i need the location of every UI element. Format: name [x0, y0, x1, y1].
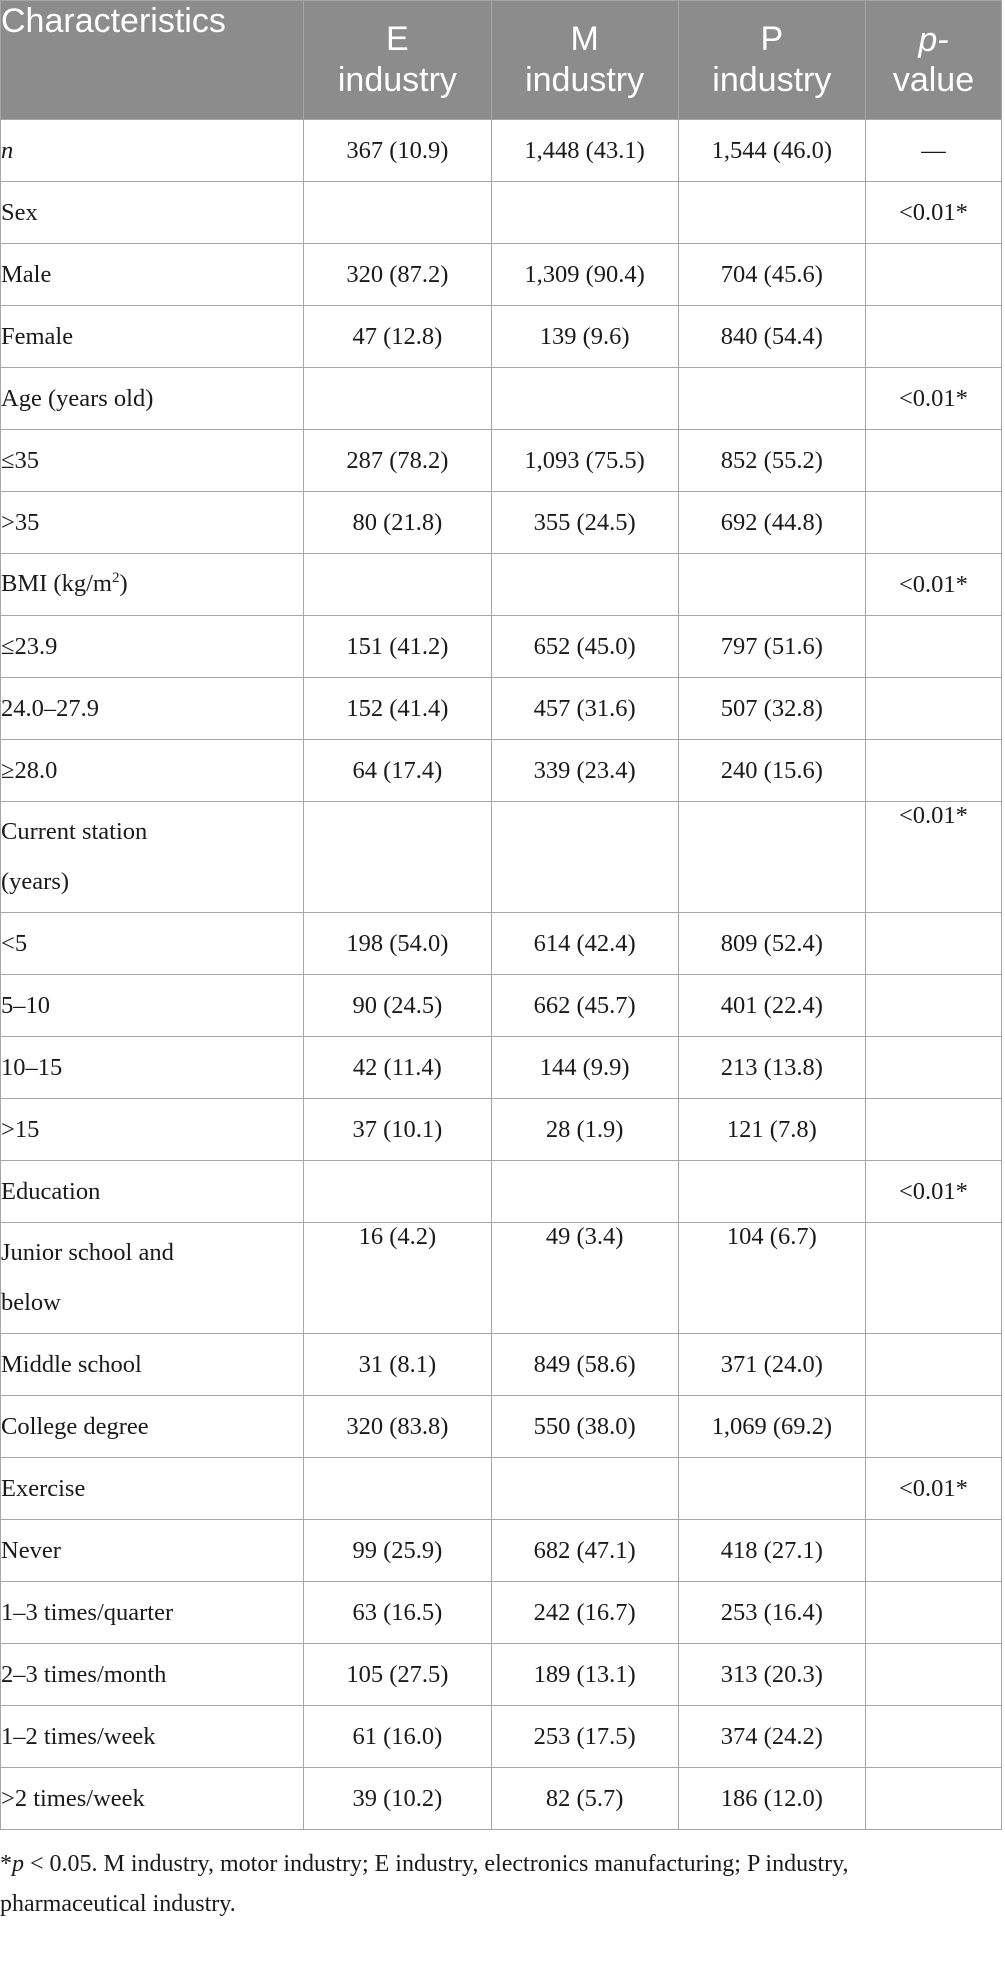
p-industry-cell: 852 (55.2) [678, 430, 865, 492]
header-m-industry [491, 1, 678, 120]
p-industry-cell: 1,544 (46.0) [678, 120, 865, 182]
e-industry-cell: 16 (4.2) [304, 1223, 491, 1334]
p-value-cell: <0.01* [865, 802, 1001, 913]
m-industry-cell: 682 (47.1) [491, 1520, 678, 1582]
m-industry-cell [491, 802, 678, 913]
table-row [1, 1334, 1002, 1396]
row-label-line1: Current station [1, 818, 148, 845]
table-row [1, 244, 1002, 306]
e-industry-cell: 320 (87.2) [304, 244, 491, 306]
table-row [1, 1644, 1002, 1706]
table-row [1, 802, 1002, 913]
row-label: Middle school [1, 1334, 304, 1396]
row-label: ≤35 [1, 430, 304, 492]
e-industry-cell: 64 (17.4) [304, 740, 491, 802]
p-industry-cell: 213 (13.8) [678, 1037, 865, 1099]
e-industry-cell: 37 (10.1) [304, 1099, 491, 1161]
e-industry-cell [304, 182, 491, 244]
p-value-cell [865, 740, 1001, 802]
p-value-cell [865, 1706, 1001, 1768]
row-label: 10–15 [1, 1037, 304, 1099]
p-value-cell [865, 244, 1001, 306]
table-row [1, 1582, 1002, 1644]
row-label [1, 802, 304, 913]
p-industry-cell [678, 182, 865, 244]
row-label: College degree [1, 1396, 304, 1458]
row-label [1, 1223, 304, 1334]
m-industry-cell: 1,093 (75.5) [491, 430, 678, 492]
row-label: Education [1, 1161, 304, 1223]
table-header-row [1, 1, 1002, 120]
footnote-p-symbol: p [12, 1851, 24, 1877]
table-row [1, 678, 1002, 740]
p-value-cell [865, 1582, 1001, 1644]
m-industry-cell: 144 (9.9) [491, 1037, 678, 1099]
p-value-cell [865, 1396, 1001, 1458]
p-industry-cell: 507 (32.8) [678, 678, 865, 740]
p-industry-cell: 104 (6.7) [678, 1223, 865, 1334]
p-value-cell [865, 1223, 1001, 1334]
p-industry-cell: 313 (20.3) [678, 1644, 865, 1706]
table-row [1, 1458, 1002, 1520]
row-label: Never [1, 1520, 304, 1582]
footnote-line2: pharmaceutical industry. [0, 1891, 236, 1917]
table-row [1, 1520, 1002, 1582]
m-industry-cell: 614 (42.4) [491, 913, 678, 975]
header-m-line2: industry [525, 61, 645, 99]
table-row [1, 492, 1002, 554]
row-label: Age (years old) [1, 368, 304, 430]
p-industry-cell: 121 (7.8) [678, 1099, 865, 1161]
table-row [1, 913, 1002, 975]
row-label: n [1, 120, 304, 182]
e-industry-cell [304, 1161, 491, 1223]
p-value-cell [865, 1520, 1001, 1582]
e-industry-cell: 80 (21.8) [304, 492, 491, 554]
header-p-value [865, 1, 1001, 120]
p-value-cell [865, 913, 1001, 975]
p-value-cell: <0.01* [865, 182, 1001, 244]
p-industry-cell: 704 (45.6) [678, 244, 865, 306]
row-label: Sex [1, 182, 304, 244]
p-value-cell: — [865, 120, 1001, 182]
table-row [1, 1037, 1002, 1099]
row-label: Exercise [1, 1458, 304, 1520]
m-industry-cell: 652 (45.0) [491, 616, 678, 678]
table-row [1, 306, 1002, 368]
row-label: <5 [1, 913, 304, 975]
row-label-line1: Junior school and [1, 1239, 174, 1266]
e-industry-cell: 287 (78.2) [304, 430, 491, 492]
row-label: >2 times/week [1, 1768, 304, 1830]
table-row [1, 1161, 1002, 1223]
footnote-line1: < 0.05. M industry, motor industry; E industry, electronics manufacturing; P industry, [24, 1851, 849, 1877]
m-industry-cell [491, 182, 678, 244]
e-industry-cell: 367 (10.9) [304, 120, 491, 182]
m-industry-cell: 189 (13.1) [491, 1644, 678, 1706]
p-industry-cell: 1,069 (69.2) [678, 1396, 865, 1458]
m-industry-cell: 550 (38.0) [491, 1396, 678, 1458]
table-row [1, 554, 1002, 616]
row-label: >35 [1, 492, 304, 554]
table-row [1, 1396, 1002, 1458]
e-industry-cell: 39 (10.2) [304, 1768, 491, 1830]
p-industry-cell: 240 (15.6) [678, 740, 865, 802]
m-industry-cell: 339 (23.4) [491, 740, 678, 802]
m-industry-cell [491, 1161, 678, 1223]
row-label: 2–3 times/month [1, 1644, 304, 1706]
m-industry-cell: 1,448 (43.1) [491, 120, 678, 182]
m-industry-cell [491, 1458, 678, 1520]
p-value-cell [865, 616, 1001, 678]
row-label [1, 554, 304, 616]
p-value-cell [865, 1099, 1001, 1161]
p-industry-cell: 371 (24.0) [678, 1334, 865, 1396]
m-industry-cell: 1,309 (90.4) [491, 244, 678, 306]
p-value-cell [865, 492, 1001, 554]
e-industry-cell [304, 368, 491, 430]
footnote-star: * [0, 1851, 12, 1877]
p-industry-cell: 809 (52.4) [678, 913, 865, 975]
table-row [1, 368, 1002, 430]
m-industry-cell: 662 (45.7) [491, 975, 678, 1037]
e-industry-cell: 152 (41.4) [304, 678, 491, 740]
p-value-cell [865, 306, 1001, 368]
p-value-cell [865, 1037, 1001, 1099]
e-industry-cell: 47 (12.8) [304, 306, 491, 368]
table-row [1, 120, 1002, 182]
p-industry-cell [678, 1458, 865, 1520]
e-industry-cell: 151 (41.2) [304, 616, 491, 678]
row-label: >15 [1, 1099, 304, 1161]
bmi-label-text: BMI (kg/m [1, 570, 112, 598]
p-industry-cell [678, 368, 865, 430]
table-row [1, 1768, 1002, 1830]
table-row [1, 182, 1002, 244]
e-industry-cell [304, 1458, 491, 1520]
header-e-line2: industry [337, 61, 457, 99]
row-label: 24.0–27.9 [1, 678, 304, 740]
p-industry-cell: 840 (54.4) [678, 306, 865, 368]
header-m-line1: M [570, 20, 599, 58]
m-industry-cell: 28 (1.9) [491, 1099, 678, 1161]
m-industry-cell: 253 (17.5) [491, 1706, 678, 1768]
e-industry-cell: 63 (16.5) [304, 1582, 491, 1644]
table-row [1, 1223, 1002, 1334]
m-industry-cell [491, 554, 678, 616]
m-industry-cell: 457 (31.6) [491, 678, 678, 740]
table-row [1, 1706, 1002, 1768]
table-row [1, 740, 1002, 802]
p-industry-cell: 418 (27.1) [678, 1520, 865, 1582]
p-industry-cell: 692 (44.8) [678, 492, 865, 554]
bmi-label-close: ) [119, 570, 128, 598]
p-value-cell: <0.01* [865, 1161, 1001, 1223]
row-label: 1–2 times/week [1, 1706, 304, 1768]
p-industry-cell: 253 (16.4) [678, 1582, 865, 1644]
header-e-line1: E [386, 20, 409, 58]
e-industry-cell: 31 (8.1) [304, 1334, 491, 1396]
e-industry-cell [304, 802, 491, 913]
header-p-industry [678, 1, 865, 120]
p-industry-cell [678, 802, 865, 913]
p-value-cell [865, 1644, 1001, 1706]
row-label-line2: below [1, 1289, 61, 1316]
p-value-cell: <0.01* [865, 368, 1001, 430]
p-industry-cell [678, 554, 865, 616]
m-industry-cell: 49 (3.4) [491, 1223, 678, 1334]
p-industry-cell [678, 1161, 865, 1223]
p-value-cell [865, 1768, 1001, 1830]
row-label: 1–3 times/quarter [1, 1582, 304, 1644]
row-label-line2: (years) [1, 868, 70, 895]
m-industry-cell: 355 (24.5) [491, 492, 678, 554]
bmi-label-superscript: 2 [111, 570, 120, 587]
header-pvalue-line1: p- [918, 21, 949, 59]
p-value-cell [865, 975, 1001, 1037]
table-footnote [0, 1844, 980, 1924]
m-industry-cell: 139 (9.6) [491, 306, 678, 368]
e-industry-cell: 42 (11.4) [304, 1037, 491, 1099]
header-p-line1: P [760, 20, 784, 58]
header-pvalue-line2: value [892, 61, 975, 99]
p-industry-cell: 401 (22.4) [678, 975, 865, 1037]
e-industry-cell: 198 (54.0) [304, 913, 491, 975]
p-value-cell [865, 1334, 1001, 1396]
p-value-cell [865, 678, 1001, 740]
m-industry-cell: 82 (5.7) [491, 1768, 678, 1830]
row-label: Male [1, 244, 304, 306]
row-label: 5–10 [1, 975, 304, 1037]
p-industry-cell: 186 (12.0) [678, 1768, 865, 1830]
table-row [1, 616, 1002, 678]
row-label: ≤23.9 [1, 616, 304, 678]
e-industry-cell: 90 (24.5) [304, 975, 491, 1037]
e-industry-cell: 105 (27.5) [304, 1644, 491, 1706]
header-p-line2: industry [712, 61, 832, 99]
m-industry-cell: 849 (58.6) [491, 1334, 678, 1396]
p-value-cell: <0.01* [865, 554, 1001, 616]
table-row [1, 1099, 1002, 1161]
e-industry-cell: 99 (25.9) [304, 1520, 491, 1582]
header-e-industry [304, 1, 491, 120]
p-industry-cell: 374 (24.2) [678, 1706, 865, 1768]
table-row [1, 430, 1002, 492]
header-characteristics: Characteristics [1, 1, 304, 120]
row-label: Female [1, 306, 304, 368]
e-industry-cell: 320 (83.8) [304, 1396, 491, 1458]
p-value-cell [865, 430, 1001, 492]
m-industry-cell: 242 (16.7) [491, 1582, 678, 1644]
p-value-cell: <0.01* [865, 1458, 1001, 1520]
table-row [1, 975, 1002, 1037]
p-industry-cell: 797 (51.6) [678, 616, 865, 678]
e-industry-cell: 61 (16.0) [304, 1706, 491, 1768]
m-industry-cell [491, 368, 678, 430]
e-industry-cell [304, 554, 491, 616]
row-label: ≥28.0 [1, 740, 304, 802]
